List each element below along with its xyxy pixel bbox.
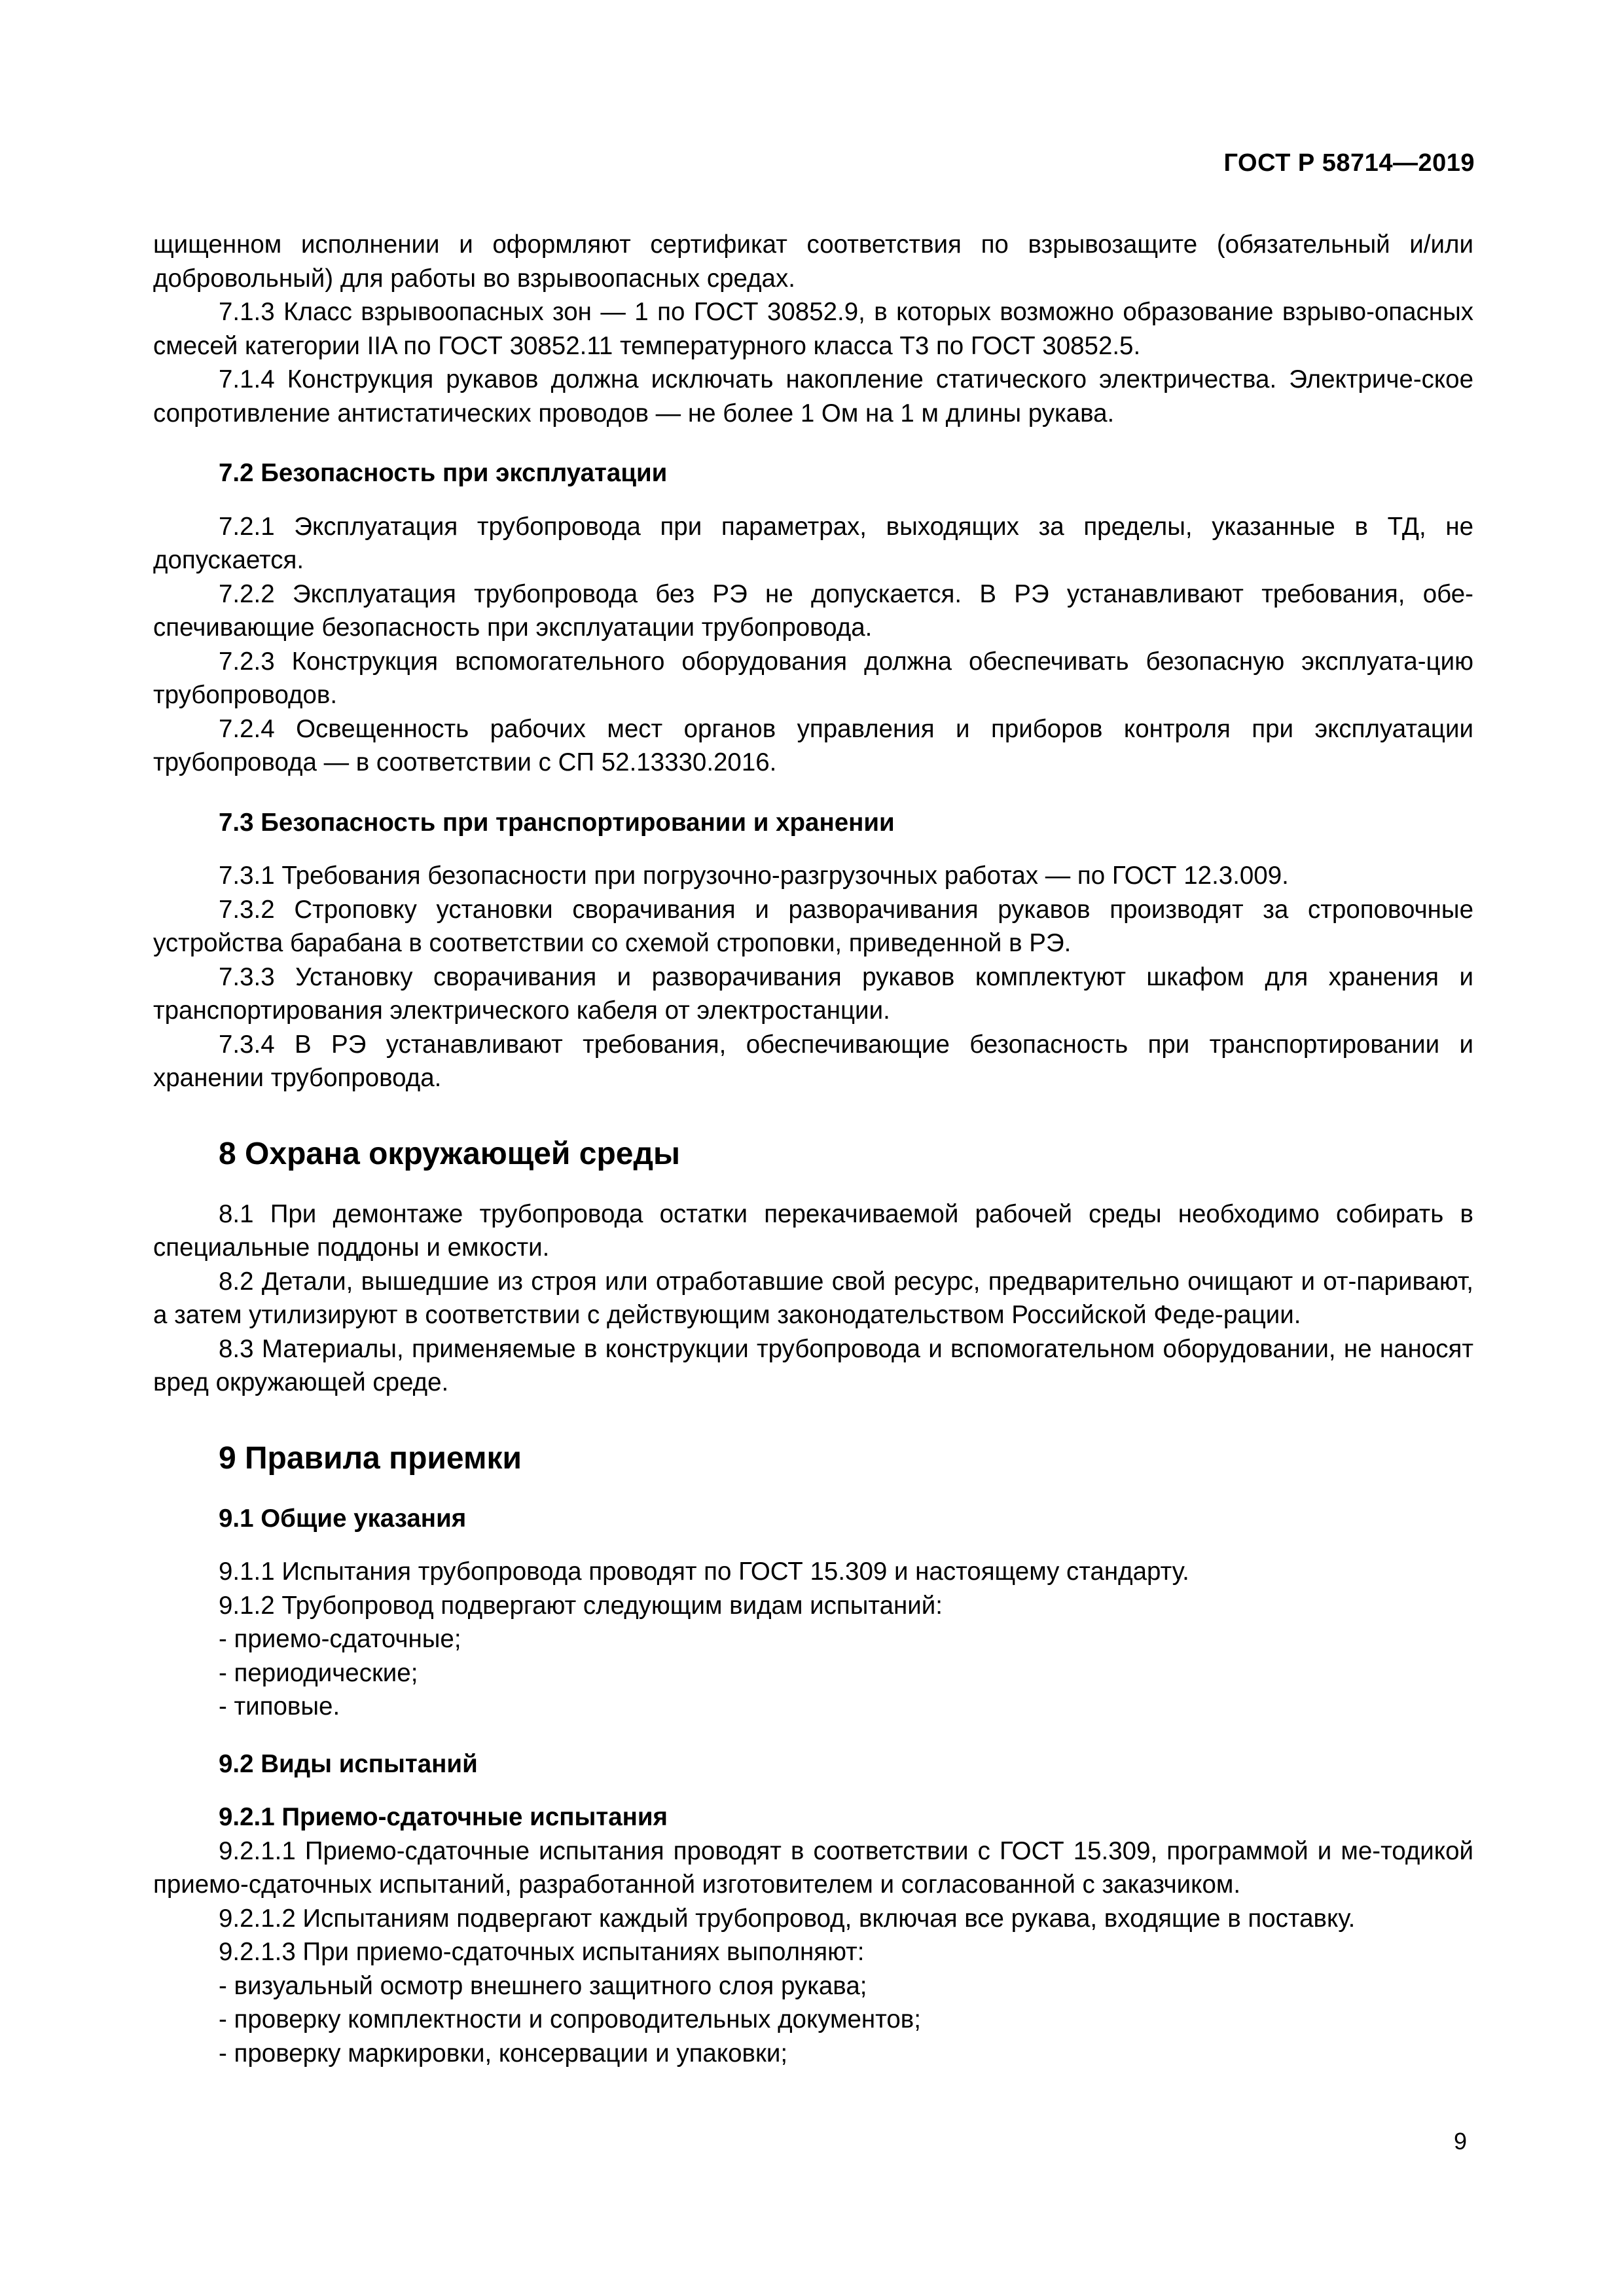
paragraph-7-2-4: 7.2.4 Освещенность рабочих мест органов управления и приборов контроля при эксплуатации трубопровода — в соответствии с СП 52.13330.2016. bbox=[153, 714, 1473, 776]
heading-section-8: 8 Охрана окружающей среды bbox=[219, 1136, 680, 1171]
list-item: - периодические; bbox=[219, 1658, 418, 1687]
paragraph-8-1: 8.1 При демонтаже трубопровода остатки перекачиваемой рабочей среды необходимо собирать в специальные поддоны и емкости. bbox=[153, 1199, 1473, 1262]
paragraph-7-3-1: 7.3.1 Требования безопасности при погрузочно-разгрузочных работах — по ГОСТ 12.3.009. bbox=[219, 862, 1289, 890]
list-item: - проверку маркировки, консервации и упаковки; bbox=[219, 2039, 788, 2068]
list-item: - приемо-сдаточные; bbox=[219, 1625, 461, 1653]
paragraph-9-2-1-1: 9.2.1.1 Приемо-сдаточные испытания проводят в соответствии с ГОСТ 15.309, программой и ме-тодикой приемо-сдаточных испытаний, разработанной изготовителем и согласованной с заказчиком. bbox=[153, 1836, 1473, 1899]
page-content bbox=[153, 228, 1473, 2070]
paragraph-7-3-2: 7.3.2 Строповку установки сворачивания и разворачивания рукавов производят за строповочные устройства барабана в соответствии со схемой строповки, приведенной в РЭ. bbox=[153, 895, 1473, 957]
heading-7-2: 7.2 Безопасность при эксплуатации bbox=[219, 459, 668, 487]
list-item: - визуальный осмотр внешнего защитного слоя рукава; bbox=[219, 1971, 867, 2000]
paragraph-7-2-2: 7.2.2 Эксплуатация трубопровода без РЭ не допускается. В РЭ устанавливают требования, обе-спечивающие безопасность при эксплуатации трубопровода. bbox=[153, 579, 1473, 642]
document-code: ГОСТ Р 58714—2019 bbox=[1223, 149, 1475, 177]
paragraph-7-2-1: 7.2.1 Эксплуатация трубопровода при параметрах, выходящих за пределы, указанные в ТД, не допускается. bbox=[153, 512, 1473, 574]
heading-section-9: 9 Правила приемки bbox=[219, 1440, 522, 1476]
heading-9-2-1: 9.2.1 Приемо-сдаточные испытания bbox=[219, 1803, 668, 1831]
paragraph-7-1-4: 7.1.4 Конструкция рукавов должна исключать накопление статического электричества. Электриче-ское сопротивление антистатических проводов — не более 1 Ом на 1 м длины рукава. bbox=[153, 365, 1473, 428]
paragraph-7-1-3: 7.1.3 Класс взрывоопасных зон — 1 по ГОСТ 30852.9, в которых возможно образование взрыво-опасных смесей категории IIA по ГОСТ 30852.11 температурного класса Т3 по ГОСТ 30852.5. bbox=[153, 298, 1473, 360]
paragraph-9-2-1-2: 9.2.1.2 Испытаниям подвергают каждый трубопровод, включая все рукава, входящие в поставку. bbox=[219, 1904, 1356, 1933]
paragraph-7-2-3: 7.2.3 Конструкция вспомогательного оборудования должна обеспечивать безопасную эксплуата-цию трубопроводов. bbox=[153, 647, 1473, 709]
page-number: 9 bbox=[1453, 2128, 1467, 2155]
list-item: - проверку комплектности и сопроводительных документов; bbox=[219, 2005, 921, 2033]
paragraph-9-2-1-3: 9.2.1.3 При приемо-сдаточных испытаниях выполняют: bbox=[219, 1938, 865, 1966]
paragraph-9-1-1: 9.1.1 Испытания трубопровода проводят по ГОСТ 15.309 и настоящему стандарту. bbox=[219, 1558, 1189, 1586]
paragraph-7-3-3: 7.3.3 Установку сворачивания и разворачивания рукавов комплектуют шкафом для хранения и транспортирования электрического кабеля от электростанции. bbox=[153, 962, 1473, 1025]
paragraph-8-3: 8.3 Материалы, применяемые в конструкции трубопровода и вспомогательном оборудовании, не наносят вред окружающей среде. bbox=[153, 1334, 1473, 1396]
paragraph-7-3-4: 7.3.4 В РЭ устанавливают требования, обеспечивающие безопасность при транспортировании и хранении трубопровода. bbox=[153, 1030, 1473, 1092]
heading-9-2: 9.2 Виды испытаний bbox=[219, 1749, 478, 1778]
paragraph-9-1-2: 9.1.2 Трубопровод подвергают следующим видам испытаний: bbox=[219, 1591, 943, 1620]
list-item: - типовые. bbox=[219, 1692, 340, 1721]
heading-9-1: 9.1 Общие указания bbox=[219, 1504, 467, 1533]
heading-7-3: 7.3 Безопасность при транспортировании и хранении bbox=[219, 808, 895, 837]
paragraph-8-2: 8.2 Детали, вышедшие из строя или отработавшие свой ресурс, предварительно очищают и от-паривают, а затем утилизируют в соответствии с действующим законодательством Российской Феде-рации. bbox=[153, 1267, 1473, 1329]
paragraph-continuation: щищенном исполнении и оформляют сертификат соответствия по взрывозащите (обязательный и/или добровольный) для работы во взрывоопасных средах. bbox=[153, 230, 1473, 293]
